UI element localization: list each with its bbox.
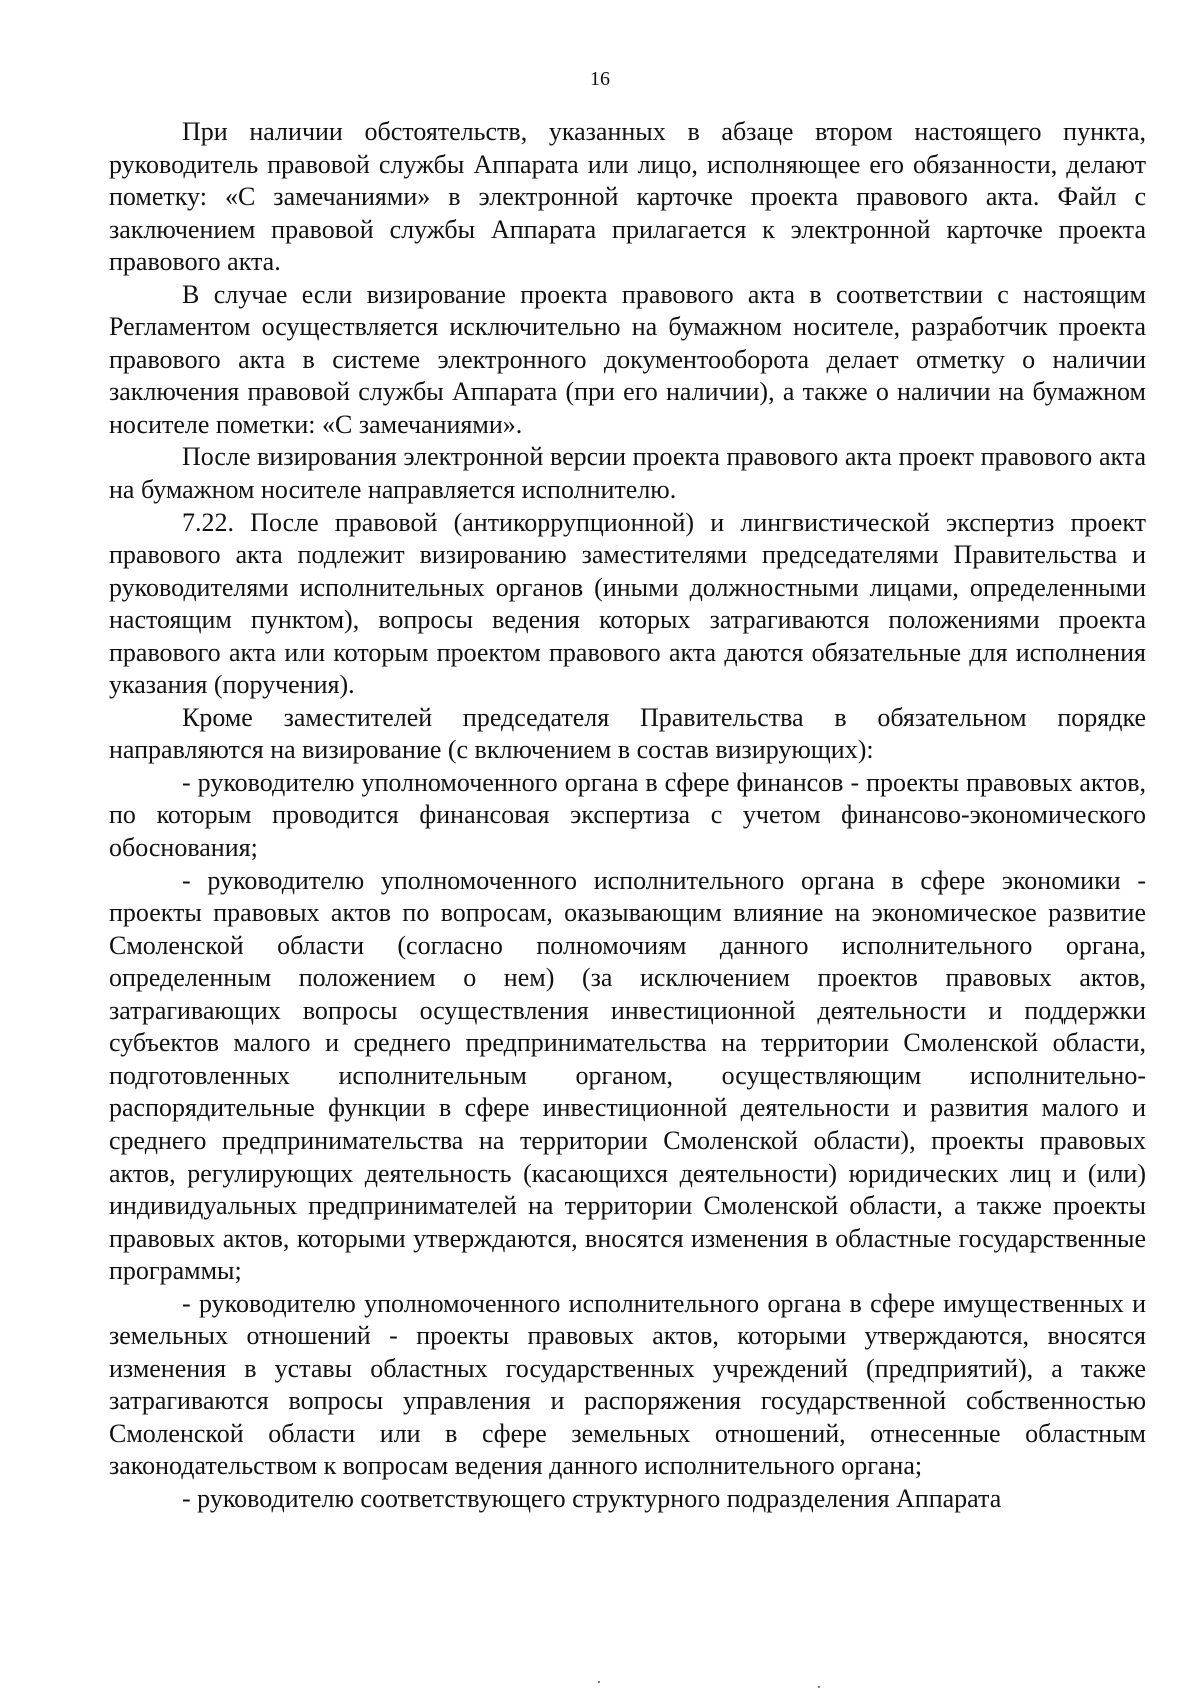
paragraph: После визирования электронной версии проекта правового акта проект правового акта на бумажном носителе направляется исполнителю. <box>109 442 1146 505</box>
paragraph: В случае если визирование проекта правового акта в соответствии с настоящим Регламентом осуществляется исключительно на бумажном носителе, разработчик проекта правового акта в системе электронного документооборота делает отметку о наличии заключения правовой службы Аппарата (при его наличии), а также о наличии на бумажном носителе пометки: «С замечаниями». <box>109 279 1146 439</box>
paragraph-7-22: 7.22. После правовой (антикоррупционной) и лингвистической экспертиз проект правового акта подлежит визированию заместителями председателями Правительства и руководителями исполнительных органов (иными должностными лицами, определенными настоящим пунктом), вопросы ведения которых затрагиваются положениями проекта правового акта или которым проектом правового акта даются обязательные для исполнения указания (поручения). <box>109 507 1146 700</box>
paragraph: Кроме заместителей председателя Правительства в обязательном порядке направляются на визирование (с включением в состав визирующих): <box>109 702 1146 765</box>
page-number: 16 <box>590 68 610 90</box>
document-body <box>109 116 1146 1516</box>
list-item: - руководителю уполномоченного исполнительного органа в сфере экономики - проекты правовых актов по вопросам, оказывающим влияние на экономическое развитие Смоленской области (согласно полномочиям данного исполнительного органа, определенным положением о нем) (за исключением проектов правовых актов, затрагивающих вопросы осуществления инвестиционной деятельности и поддержки субъектов малого и среднего предпринимательства на территории Смоленской области, подготовленных исполнительным органом, осуществляющим исполнительно-распорядительные функции в сфере инвестиционной деятельности и развития малого и среднего предпринимательства на территории Смоленской области), проекты правовых актов, регулирующих деятельность (касающихся деятельности) юридических лиц и (или) индивидуальных предпринимателей на территории Смоленской области, а также проекты правовых актов, которыми утверждаются, вносятся изменения в областные государственные программы; <box>109 865 1146 1286</box>
list-item: - руководителю уполномоченного исполнительного органа в сфере имущественных и земельных отношений - проекты правовых актов, которыми утверждаются, вносятся изменения в уставы областных государственных учреждений (предприятий), а также затрагиваются вопросы управления и распоряжения государственной собственностью Смоленской области или в сфере земельных отношений, отнесенные областным законодательством к вопросам ведения данного исполнительного органа; <box>109 1288 1146 1481</box>
list-item: - руководителю соответствующего структурного подразделения Аппарата <box>182 1483 1002 1513</box>
list-item: - руководителю уполномоченного органа в сфере финансов - проекты правовых актов, по которым проводится финансовая экспертиза с учетом финансово-экономического обоснования; <box>109 767 1146 863</box>
scan-speck <box>598 1681 600 1683</box>
scan-speck <box>818 1686 820 1688</box>
paragraph: При наличии обстоятельств, указанных в абзаце втором настоящего пункта, руководитель правовой службы Аппарата или лицо, исполняющее его обязанности, делают пометку: «С замечаниями» в электронной карточке проекта правового акта. Файл с заключением правовой службы Аппарата прилагается к электронной карточке проекта правового акта. <box>109 117 1146 277</box>
